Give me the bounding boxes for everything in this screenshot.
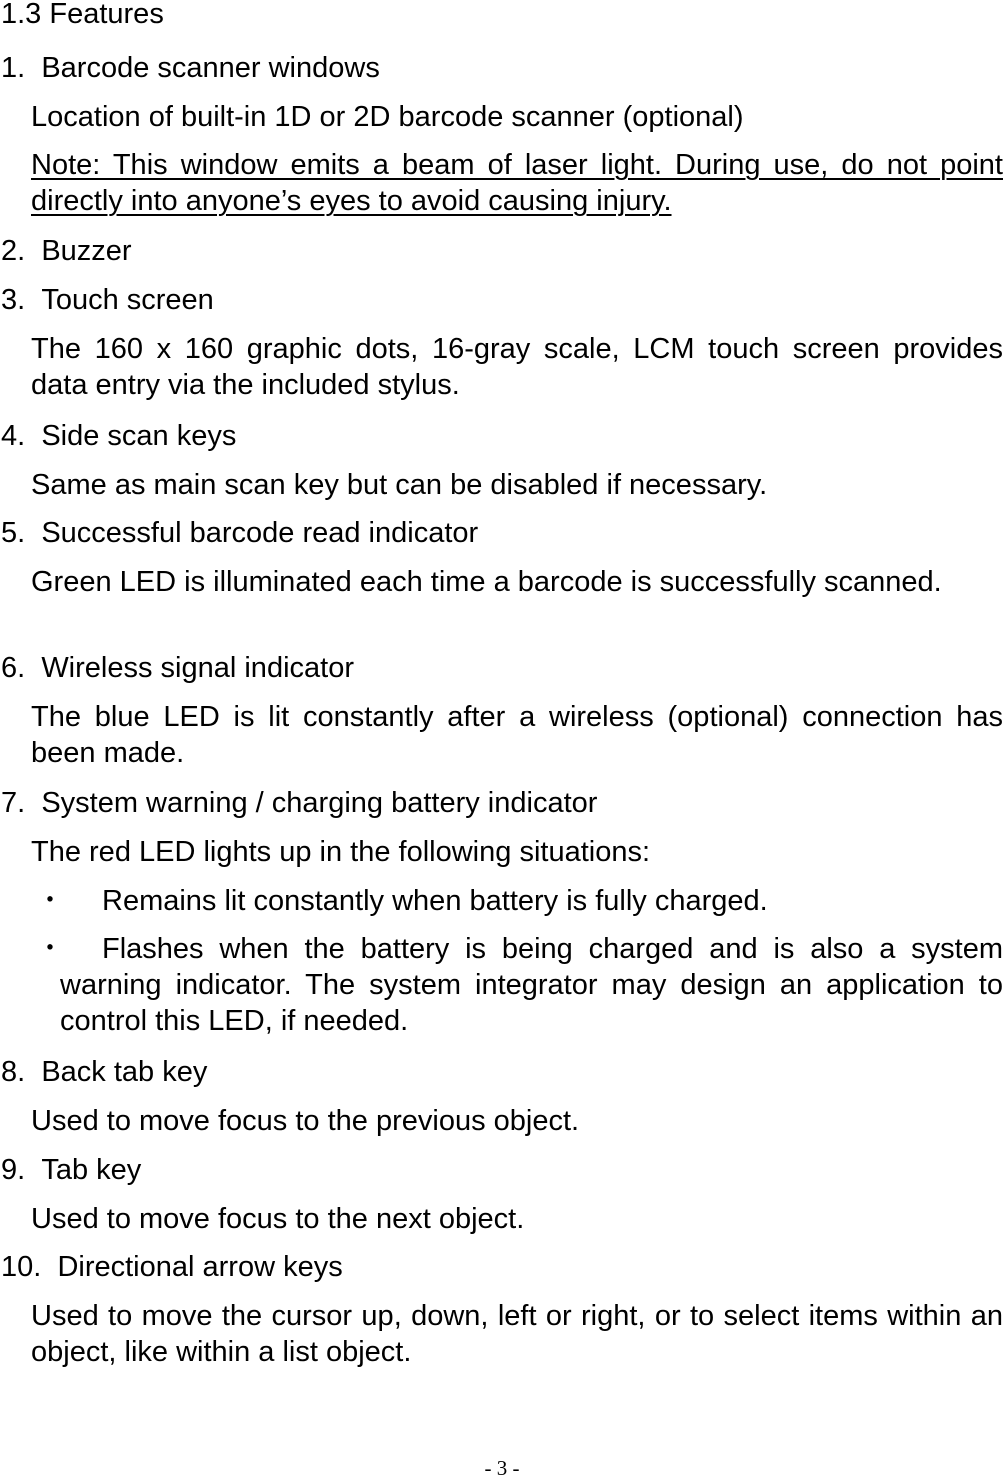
item-7-bullet-2 <box>20 931 1003 1039</box>
item-1-description: Location of built-in 1D or 2D barcode scanner (optional) <box>31 101 744 133</box>
item-4-title: Side scan keys <box>41 420 237 452</box>
item-5-heading <box>1 515 478 551</box>
item-5-description: Green LED is illuminated each time a barcode is successfully scanned. <box>31 566 942 598</box>
item-9-description: Used to move focus to the next object. <box>31 1203 525 1235</box>
item-9-heading <box>1 1152 141 1188</box>
item-3-number: 3. <box>1 284 26 316</box>
item-3-description: The 160 x 160 graphic dots, 16-gray scale, LCM touch screen provides data entry via the included stylus. <box>31 333 1003 401</box>
item-2-number: 2. <box>1 235 26 267</box>
item-4-number: 4. <box>1 420 26 452</box>
item-1-number: 1. <box>1 52 26 84</box>
item-5-number: 5. <box>1 517 26 549</box>
item-5-title: Successful barcode read indicator <box>41 517 479 549</box>
item-7-number: 7. <box>1 787 26 819</box>
item-6-heading <box>1 650 354 686</box>
item-1-note: Note: This window emits a beam of laser light. During use, do not point directly into anyone’s eyes to avoid causing injury. <box>31 149 1003 217</box>
item-8-description: Used to move focus to the previous object. <box>31 1105 580 1137</box>
item-2-heading <box>1 233 132 269</box>
item-7-heading <box>1 785 597 821</box>
item-10-heading <box>1 1249 343 1285</box>
item-8-heading <box>1 1054 207 1090</box>
item-2-title: Buzzer <box>41 235 132 267</box>
item-9-number: 9. <box>1 1154 26 1186</box>
item-9-title: Tab key <box>41 1154 142 1186</box>
item-4-heading <box>1 418 236 454</box>
item-7-bullet-2-text: Flashes when the battery is being charged and is also a system warning indicator. The system integrator may design an application to control this LED, if needed. <box>60 933 1003 1037</box>
item-1-title: Barcode scanner windows <box>41 52 380 84</box>
item-7-description: The red LED lights up in the following situations: <box>31 836 651 868</box>
item-10-description: Used to move the cursor up, down, left or right, or to select items within an object, like within a list object. <box>31 1300 1003 1368</box>
page-number: - 3 - <box>484 1456 520 1480</box>
section-title: 1.3 Features <box>1 0 164 30</box>
item-10-title: Directional arrow keys <box>57 1251 343 1283</box>
bullet-icon: ・ <box>35 933 65 965</box>
item-4-description: Same as main scan key but can be disabled if necessary. <box>31 469 768 501</box>
item-8-number: 8. <box>1 1056 26 1088</box>
item-3-heading <box>1 282 214 318</box>
item-1-heading <box>1 50 380 86</box>
item-6-number: 6. <box>1 652 26 684</box>
item-10-number: 10. <box>1 1251 42 1283</box>
item-7-bullet-1-text: Remains lit constantly when battery is fully charged. <box>102 885 768 917</box>
item-6-description: The blue LED is lit constantly after a wireless (optional) connection has been made. <box>31 701 1003 769</box>
item-8-title: Back tab key <box>41 1056 208 1088</box>
bullet-icon: ・ <box>35 885 65 917</box>
item-6-title: Wireless signal indicator <box>41 652 354 684</box>
item-7-title: System warning / charging battery indicator <box>41 787 598 819</box>
item-7-bullet-1 <box>20 883 1003 919</box>
item-3-title: Touch screen <box>41 284 214 316</box>
